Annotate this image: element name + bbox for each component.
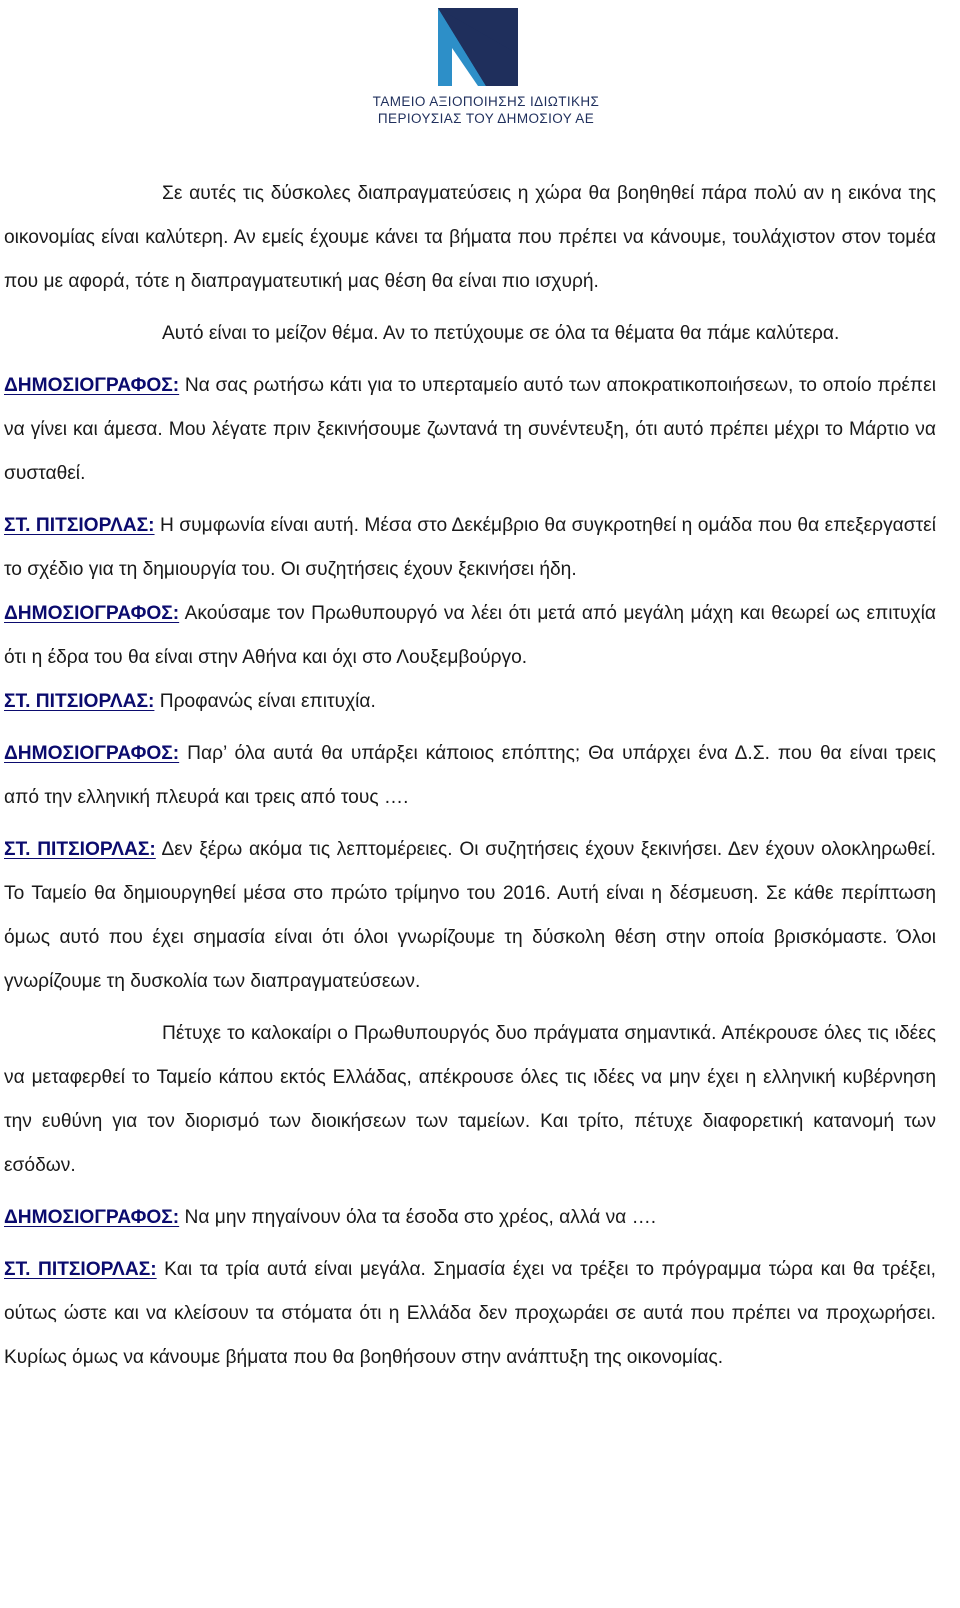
answer-text: Δεν ξέρω ακόμα τις λεπτομέρειες. Οι συζητήσεις έχουν ξεκινήσει. Δεν έχουν ολοκληρωθεί. Το Ταμείο θα δημιουργηθεί μέσα στο πρώτο τρίμηνο του 2016. Αυτή είναι η δέσμευση. Σε κάθε περίπτωση όμως αυτό που έχει σημασία είναι ότι όλοι γνωρίζουμε τη δύσκολη θέση στην οποία βρισκόμαστε. Όλοι γνωρίζουμε τη δυσκολία των διαπραγματεύσεων.: [4, 839, 937, 992]
journalist-question-4: [4, 1196, 936, 1240]
speaker-journalist: ΔΗΜΟΣΙΟΓΡΑΦΟΣ:: [4, 1207, 180, 1228]
answer-text: Η συμφωνία είναι αυτή. Μέσα στο Δεκέμβριο θα συγκροτηθεί η ομάδα που θα επεξεργαστεί το σχέδιο για τη δημιουργία του. Οι συζητήσεις έχουν ξεκινήσει ήδη.: [4, 515, 936, 580]
pitsiorlas-answer-1: [4, 504, 936, 592]
answer-text: Και τα τρία αυτά είναι μεγάλα. Σημασία έχει να τρέξει το πρόγραμμα τώρα και θα τρέξει, ούτως ώστε και να κλείσουν τα στόματα ότι η Ελλάδα δεν προχωράει σε αυτά που πρέπει να προχωρήσει. Κυρίως όμως να κάνουμε βήματα που θα βοηθήσουν στην ανάπτυξη της οικονομίας.: [4, 1259, 936, 1368]
speaker-journalist: ΔΗΜΟΣΙΟΓΡΑΦΟΣ:: [4, 375, 180, 396]
speaker-pitsiorlas: ΣΤ. ΠΙΤΣΙΟΡΛΑΣ:: [4, 691, 155, 712]
question-text: Ακούσαμε τον Πρωθυπουργό να λέει ότι μετά από μεγάλη μάχη και θεωρεί ως επιτυχία ότι η έδρα του θα είναι στην Αθήνα και όχι στο Λουξεμβούργο.: [4, 603, 936, 668]
document-header: [0, 0, 960, 140]
question-text: Παρ’ όλα αυτά θα υπάρξει κάποιος επόπτης; Θα υπάρχει ένα Δ.Σ. που θα είναι τρεις από την ελληνική πλευρά και τρεις από τους ….: [4, 743, 936, 808]
question-text: Να σας ρωτήσω κάτι για το υπερταμείο αυτό των αποκρατικοποιήσεων, το οποίο πρέπει να γίνει και άμεσα. Μου λέγατε πριν ξεκινήσουμε ζωντανά τη συνέντευξη, ότι αυτό πρέπει μέχρι το Μάρτιο να συσταθεί.: [4, 375, 936, 484]
question-text: Να μην πηγαίνουν όλα τα έσοδα στο χρέος, αλλά να ….: [179, 1207, 657, 1228]
org-name-line-1: ΤΑΜΕΙΟ ΑΞΙΟΠΟΙΗΣΗΣ ΙΔΙΩΤΙΚΗΣ: [372, 94, 600, 109]
answer-text: Προφανώς είναι επιτυχία.: [154, 691, 376, 712]
interview-transcript: [4, 172, 936, 1380]
pitsiorlas-answer-2: [4, 680, 936, 724]
speaker-journalist: ΔΗΜΟΣΙΟΓΡΑΦΟΣ:: [4, 603, 180, 624]
journalist-question-2: [4, 592, 936, 680]
taiped-logo-icon: [438, 8, 518, 86]
speaker-pitsiorlas: ΣΤ. ΠΙΤΣΙΟΡΛΑΣ:: [4, 515, 155, 536]
org-name-line-2: ΠΕΡΙΟΥΣΙΑΣ ΤΟΥ ΔΗΜΟΣΙΟΥ ΑΕ: [377, 111, 595, 126]
pitsiorlas-answer-4: [4, 1248, 936, 1380]
paragraph-text: Αυτό είναι το μείζον θέμα. Αν το πετύχουμε σε όλα τα θέματα θα πάμε καλύτερα.: [162, 323, 840, 344]
paragraph-text: Πέτυχε το καλοκαίρι ο Πρωθυπουργός δυο πράγματα σημαντικά. Απέκρουσε όλες τις ιδέες να μεταφερθεί το Ταμείο κάπου εκτός Ελλάδας, απέκρουσε όλες τις ιδέες να μην έχει η ελληνική κυβέρνηση την ευθύνη για τον διορισμό των διοικήσεων των ταμείων. Και τρίτο, πέτυχε διαφορετική κατανομή των εσόδων.: [4, 1023, 936, 1176]
pitsiorlas-answer-3: [4, 828, 936, 1004]
paragraph-2: [4, 312, 936, 356]
journalist-question-3: [4, 732, 936, 820]
speaker-pitsiorlas: ΣΤ. ΠΙΤΣΙΟΡΛΑΣ:: [4, 1259, 157, 1280]
journalist-question-1: [4, 364, 936, 496]
paragraph-text: Σε αυτές τις δύσκολες διαπραγματεύσεις η χώρα θα βοηθηθεί πάρα πολύ αν η εικόνα της οικονομίας είναι καλύτερη. Αν εμείς έχουμε κάνει τα βήματα που πρέπει να κάνουμε, τουλάχιστον στον τομέα που με αφορά, τότε η διαπραγματευτική μας θέση θα είναι πιο ισχυρή.: [4, 183, 936, 292]
speaker-pitsiorlas: ΣΤ. ΠΙΤΣΙΟΡΛΑΣ:: [4, 839, 156, 860]
paragraph-3: [4, 1012, 936, 1188]
paragraph-1: [4, 172, 936, 304]
speaker-journalist: ΔΗΜΟΣΙΟΓΡΑΦΟΣ:: [4, 743, 180, 764]
